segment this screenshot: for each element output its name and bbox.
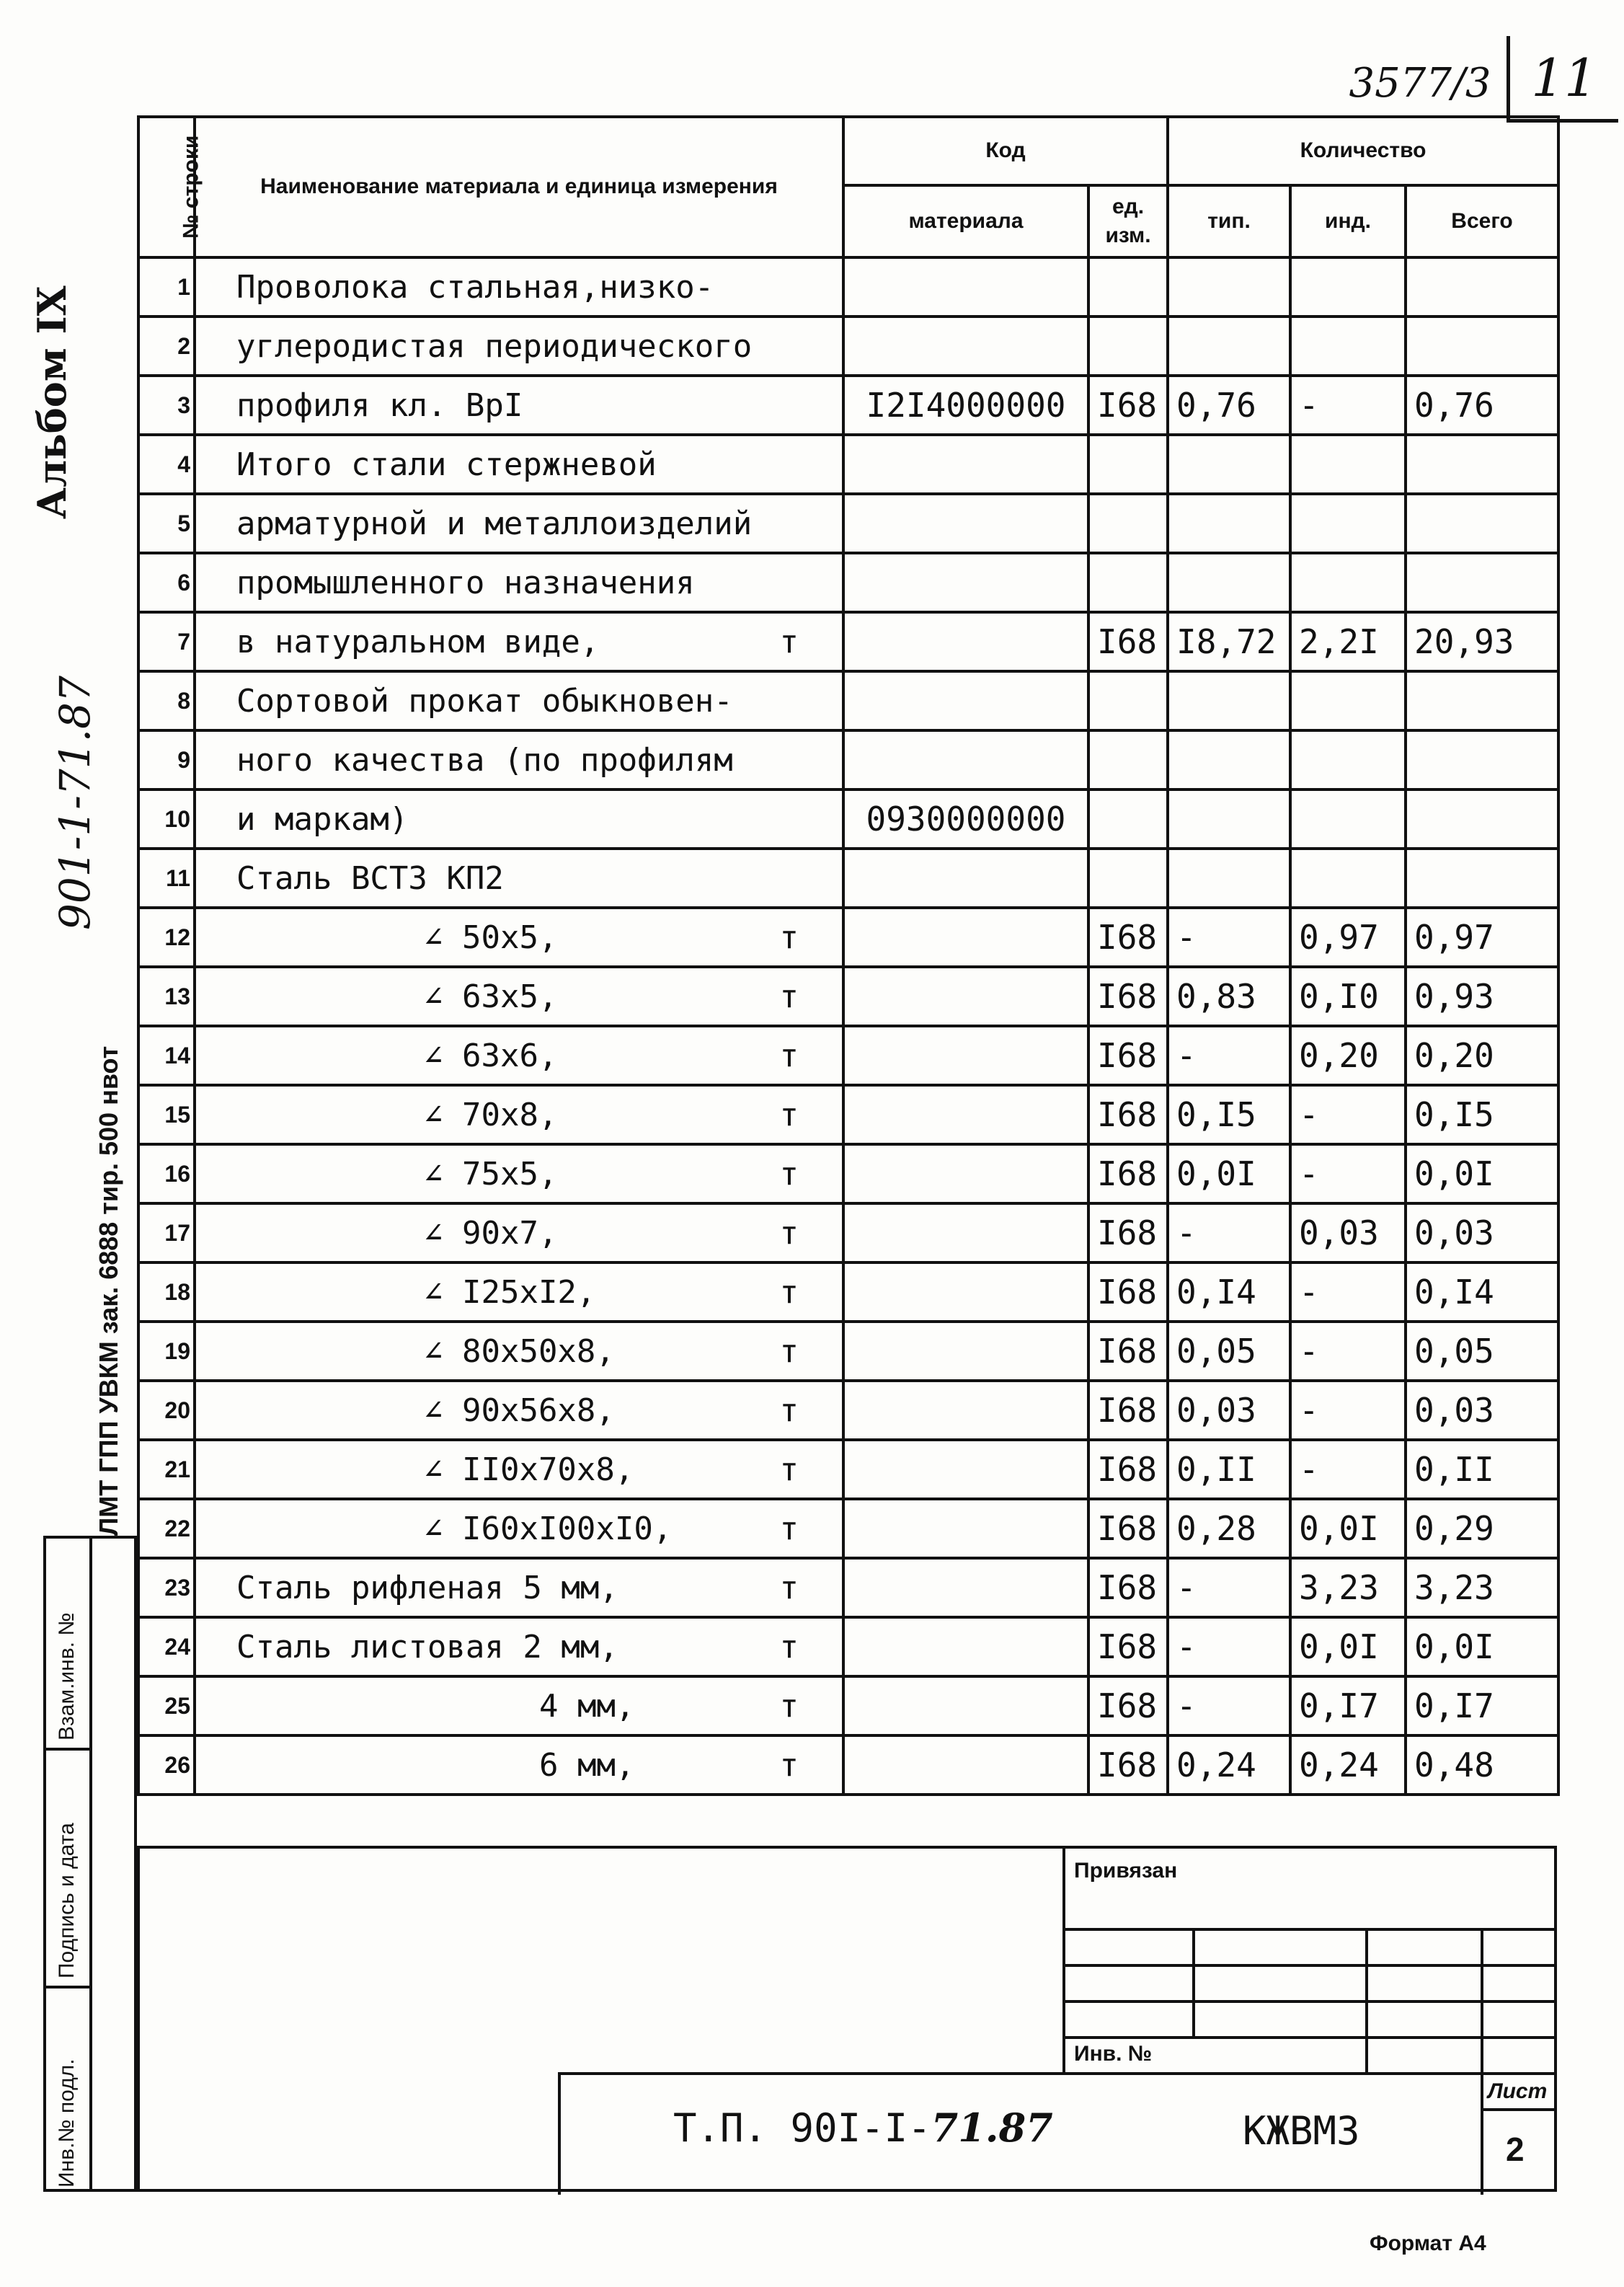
qty-ind xyxy=(1290,553,1406,612)
qty-ind: 0,I7 xyxy=(1290,1676,1406,1735)
unit-code xyxy=(1088,435,1168,494)
document-ref-number: 3577/3 xyxy=(1349,59,1491,107)
material-name-text: Сталь ВСТЗ КП2 xyxy=(236,859,504,897)
qty-total xyxy=(1406,257,1558,317)
unit-code: I68 xyxy=(1088,1322,1168,1381)
row-number: 13 xyxy=(138,967,195,1026)
qty-typ: 0,II xyxy=(1168,1440,1290,1499)
qty-typ: - xyxy=(1168,908,1290,967)
qty-total xyxy=(1406,671,1558,730)
qty-total: 0,03 xyxy=(1406,1381,1558,1440)
table-row xyxy=(138,1322,1558,1381)
unit-code: I68 xyxy=(1088,1262,1168,1322)
qty-total: 20,93 xyxy=(1406,612,1558,671)
row-number: 5 xyxy=(138,494,195,553)
qty-total xyxy=(1406,494,1558,553)
table-row xyxy=(138,1617,1558,1676)
material-name xyxy=(195,1735,843,1795)
qty-ind: - xyxy=(1290,1085,1406,1144)
qty-typ: 0,24 xyxy=(1168,1735,1290,1795)
material-code xyxy=(843,671,1088,730)
project-code-handwritten: 901-1-71.87 xyxy=(50,676,99,930)
format-label: Формат А4 xyxy=(1370,2231,1486,2255)
qty-total: 3,23 xyxy=(1406,1558,1558,1617)
material-unit: т xyxy=(779,919,799,956)
title-block xyxy=(137,1846,1557,2192)
material-name xyxy=(195,967,843,1026)
material-unit: т xyxy=(779,1510,799,1547)
qty-total xyxy=(1406,435,1558,494)
side-cell-line xyxy=(46,1986,92,1989)
stamp-line xyxy=(1481,2072,1483,2195)
material-name xyxy=(195,435,843,494)
qty-ind xyxy=(1290,849,1406,908)
material-name-text: и маркам) xyxy=(236,800,409,838)
material-name-text: профиля кл. ВрI xyxy=(236,386,523,424)
stamp-line xyxy=(558,2072,1557,2075)
row-number: 7 xyxy=(138,612,195,671)
table-row xyxy=(138,730,1558,789)
material-code xyxy=(843,1617,1088,1676)
qty-total: 0,03 xyxy=(1406,1203,1558,1262)
qty-total: 0,48 xyxy=(1406,1735,1558,1795)
material-name-text: ∠ 90x7, xyxy=(424,1214,558,1252)
header-unit: ед. изм. xyxy=(1088,185,1168,257)
material-name-text: ∠ 70x8, xyxy=(424,1096,558,1133)
unit-code xyxy=(1088,494,1168,553)
table-row xyxy=(138,435,1558,494)
material-name xyxy=(195,257,843,317)
table-row xyxy=(138,849,1558,908)
qty-typ xyxy=(1168,789,1290,849)
unit-code xyxy=(1088,730,1168,789)
row-number: 8 xyxy=(138,671,195,730)
material-name-text: ного качества (по профилям xyxy=(236,741,733,779)
qty-total: 0,76 xyxy=(1406,376,1558,435)
material-unit: т xyxy=(779,1037,799,1074)
material-name xyxy=(195,730,843,789)
qty-total: 0,97 xyxy=(1406,908,1558,967)
row-number: 12 xyxy=(138,908,195,967)
qty-ind: 2,2I xyxy=(1290,612,1406,671)
header-code-group: Код xyxy=(843,117,1168,185)
material-unit: т xyxy=(779,1451,799,1488)
material-name xyxy=(195,1676,843,1735)
row-number: 18 xyxy=(138,1262,195,1322)
qty-typ: - xyxy=(1168,1676,1290,1735)
stamp-line xyxy=(1365,1928,1368,2072)
row-number: 11 xyxy=(138,849,195,908)
material-name xyxy=(195,1381,843,1440)
material-name-text: в натуральном виде, xyxy=(236,623,600,660)
unit-code: I68 xyxy=(1088,1381,1168,1440)
row-number: 23 xyxy=(138,1558,195,1617)
header-quantity-group: Количество xyxy=(1168,117,1558,185)
qty-ind xyxy=(1290,789,1406,849)
qty-ind: - xyxy=(1290,1144,1406,1203)
material-code xyxy=(843,612,1088,671)
qty-typ: - xyxy=(1168,1558,1290,1617)
material-code xyxy=(843,1676,1088,1735)
side-cell-line xyxy=(46,1748,92,1751)
unit-code: I68 xyxy=(1088,1676,1168,1735)
material-name xyxy=(195,1144,843,1203)
material-name-text: 4 мм, xyxy=(539,1687,635,1725)
qty-ind: - xyxy=(1290,376,1406,435)
material-name-text: углеродистая периодического xyxy=(236,327,753,365)
qty-total xyxy=(1406,849,1558,908)
row-number: 15 xyxy=(138,1085,195,1144)
qty-typ xyxy=(1168,435,1290,494)
material-name-text: Проволока стальная,низко- xyxy=(236,268,714,306)
material-name xyxy=(195,1026,843,1085)
material-name-text: ∠ 80x50x8, xyxy=(424,1332,615,1370)
stamp-doc-handwritten: 71.87 xyxy=(931,2105,1053,2151)
material-name-text: Сталь листовая 2 мм, xyxy=(236,1628,618,1666)
unit-code: I68 xyxy=(1088,967,1168,1026)
unit-code: I68 xyxy=(1088,1144,1168,1203)
material-code xyxy=(843,494,1088,553)
qty-typ: I8,72 xyxy=(1168,612,1290,671)
material-name xyxy=(195,671,843,730)
material-name xyxy=(195,789,843,849)
row-number: 16 xyxy=(138,1144,195,1203)
material-unit: т xyxy=(779,1155,799,1193)
table-row xyxy=(138,1676,1558,1735)
unit-code xyxy=(1088,317,1168,376)
unit-code xyxy=(1088,257,1168,317)
material-unit: т xyxy=(779,1628,799,1666)
material-code xyxy=(843,1499,1088,1558)
material-code xyxy=(843,908,1088,967)
row-number: 14 xyxy=(138,1026,195,1085)
qty-typ xyxy=(1168,553,1290,612)
table-row xyxy=(138,1499,1558,1558)
unit-code: I68 xyxy=(1088,376,1168,435)
unit-code: I68 xyxy=(1088,1085,1168,1144)
table-row xyxy=(138,612,1558,671)
material-name-text: Итого стали стержневой xyxy=(236,446,657,483)
material-name xyxy=(195,494,843,553)
page-number: 11 xyxy=(1507,36,1618,123)
qty-ind xyxy=(1290,435,1406,494)
album-label: Альбом IX xyxy=(29,286,75,519)
material-name xyxy=(195,376,843,435)
header-row-number: № строки xyxy=(138,117,195,257)
table-row xyxy=(138,376,1558,435)
unit-code: I68 xyxy=(1088,612,1168,671)
material-name xyxy=(195,1085,843,1144)
qty-ind xyxy=(1290,671,1406,730)
qty-typ xyxy=(1168,730,1290,789)
table-row xyxy=(138,908,1558,967)
material-name-text: арматурной и металлоизделий xyxy=(236,505,753,542)
qty-typ: 0,05 xyxy=(1168,1322,1290,1381)
table-row xyxy=(138,317,1558,376)
row-number: 4 xyxy=(138,435,195,494)
unit-code: I68 xyxy=(1088,1558,1168,1617)
material-name-text: ∠ I60xI00xI0, xyxy=(424,1510,673,1547)
table-row xyxy=(138,1026,1558,1085)
material-name xyxy=(195,317,843,376)
qty-total: 0,I5 xyxy=(1406,1085,1558,1144)
stamp-privyazan: Привязан xyxy=(1074,1859,1178,1883)
qty-total: 0,II xyxy=(1406,1440,1558,1499)
material-name xyxy=(195,612,843,671)
row-number: 10 xyxy=(138,789,195,849)
table-row xyxy=(138,257,1558,317)
unit-code: I68 xyxy=(1088,908,1168,967)
header-typ: тип. xyxy=(1168,185,1290,257)
material-unit: т xyxy=(779,1569,799,1606)
material-code xyxy=(843,967,1088,1026)
qty-ind xyxy=(1290,730,1406,789)
row-number: 17 xyxy=(138,1203,195,1262)
material-name-text: ∠ II0x70x8, xyxy=(424,1451,634,1488)
stamp-line xyxy=(1481,1928,1483,2072)
material-unit: т xyxy=(779,1214,799,1252)
table-row xyxy=(138,967,1558,1026)
material-unit: т xyxy=(779,1392,799,1429)
qty-total xyxy=(1406,730,1558,789)
qty-typ: 0,I4 xyxy=(1168,1262,1290,1322)
qty-ind: 0,97 xyxy=(1290,908,1406,967)
material-name xyxy=(195,1499,843,1558)
unit-code xyxy=(1088,789,1168,849)
side-cells xyxy=(43,1536,137,2192)
row-number: 20 xyxy=(138,1381,195,1440)
material-code: 0930000000 xyxy=(843,789,1088,849)
material-code xyxy=(843,553,1088,612)
qty-ind xyxy=(1290,317,1406,376)
table-row xyxy=(138,1203,1558,1262)
qty-typ xyxy=(1168,257,1290,317)
material-unit: т xyxy=(779,1332,799,1370)
material-unit: т xyxy=(779,1746,799,1784)
side-cell-divider xyxy=(89,1539,92,2189)
row-number: 1 xyxy=(138,257,195,317)
stamp-doc-prefix: Т.П. 90I-I- xyxy=(673,2105,931,2151)
qty-total xyxy=(1406,317,1558,376)
material-name xyxy=(195,849,843,908)
stamp-sheet-number: 2 xyxy=(1506,2131,1525,2168)
qty-typ: 0,83 xyxy=(1168,967,1290,1026)
qty-ind: 0,0I xyxy=(1290,1499,1406,1558)
material-name-text: промышленного назначения xyxy=(236,564,695,601)
material-name-text: ∠ 63x6, xyxy=(424,1037,558,1074)
table-row xyxy=(138,553,1558,612)
stamp-mark: КЖВМ3 xyxy=(1243,2108,1360,2154)
qty-ind: 0,24 xyxy=(1290,1735,1406,1795)
qty-total xyxy=(1406,789,1558,849)
material-code xyxy=(843,1322,1088,1381)
qty-ind: 0,I0 xyxy=(1290,967,1406,1026)
unit-code: I68 xyxy=(1088,1735,1168,1795)
material-code xyxy=(843,1026,1088,1085)
material-name-text: ∠ 75x5, xyxy=(424,1155,558,1193)
material-code xyxy=(843,1144,1088,1203)
qty-total xyxy=(1406,553,1558,612)
material-code xyxy=(843,317,1088,376)
material-code xyxy=(843,1381,1088,1440)
material-name xyxy=(195,908,843,967)
table-row xyxy=(138,1735,1558,1795)
qty-ind: - xyxy=(1290,1381,1406,1440)
header-material-code: материала xyxy=(843,185,1088,257)
material-code xyxy=(843,1085,1088,1144)
qty-total: 0,0I xyxy=(1406,1144,1558,1203)
table-row xyxy=(138,1558,1558,1617)
material-name-text: ∠ 63x5, xyxy=(424,978,558,1015)
qty-typ: 0,28 xyxy=(1168,1499,1290,1558)
unit-code xyxy=(1088,849,1168,908)
material-unit: т xyxy=(779,1273,799,1311)
qty-typ xyxy=(1168,671,1290,730)
material-code xyxy=(843,730,1088,789)
stamp-line xyxy=(1192,1928,1195,2036)
qty-typ: - xyxy=(1168,1026,1290,1085)
material-code xyxy=(843,1558,1088,1617)
qty-total: 0,05 xyxy=(1406,1322,1558,1381)
qty-typ: 0,76 xyxy=(1168,376,1290,435)
qty-total: 0,0I xyxy=(1406,1617,1558,1676)
table-row xyxy=(138,1440,1558,1499)
row-number: 2 xyxy=(138,317,195,376)
qty-typ xyxy=(1168,494,1290,553)
material-code xyxy=(843,435,1088,494)
side-cell-inv-original: Инв.№ подл. xyxy=(55,2058,79,2188)
qty-typ: 0,0I xyxy=(1168,1144,1290,1203)
qty-ind: 0,03 xyxy=(1290,1203,1406,1262)
stamp-sheet-label: Лист xyxy=(1488,2079,1548,2103)
material-name xyxy=(195,1558,843,1617)
row-number: 22 xyxy=(138,1499,195,1558)
material-name xyxy=(195,553,843,612)
row-number: 9 xyxy=(138,730,195,789)
qty-ind: - xyxy=(1290,1322,1406,1381)
unit-code: I68 xyxy=(1088,1617,1168,1676)
material-name xyxy=(195,1322,843,1381)
qty-ind: - xyxy=(1290,1440,1406,1499)
material-name-text: 6 мм, xyxy=(539,1746,635,1784)
table-row xyxy=(138,1144,1558,1203)
material-name-text: Сталь рифленая 5 мм, xyxy=(236,1569,618,1606)
material-unit: т xyxy=(779,1096,799,1133)
table-row xyxy=(138,789,1558,849)
qty-total: 0,20 xyxy=(1406,1026,1558,1085)
material-code xyxy=(843,1262,1088,1322)
qty-total: 0,29 xyxy=(1406,1499,1558,1558)
print-info: ЛМТ ГПП УВКМ зак. 6888 тир. 500 нвот xyxy=(94,1045,123,1536)
material-unit: т xyxy=(779,623,799,660)
row-number: 24 xyxy=(138,1617,195,1676)
material-code xyxy=(843,1203,1088,1262)
stamp-doc-number xyxy=(673,2105,1053,2151)
qty-ind: - xyxy=(1290,1262,1406,1322)
qty-typ xyxy=(1168,849,1290,908)
qty-typ: 0,03 xyxy=(1168,1381,1290,1440)
material-code xyxy=(843,257,1088,317)
material-code xyxy=(843,849,1088,908)
table-row xyxy=(138,494,1558,553)
unit-code: I68 xyxy=(1088,1203,1168,1262)
stamp-line xyxy=(558,2072,561,2195)
table-row xyxy=(138,1262,1558,1322)
material-name-text: ∠ 90x56x8, xyxy=(424,1392,615,1429)
qty-ind: 0,0I xyxy=(1290,1617,1406,1676)
table-row xyxy=(138,671,1558,730)
qty-ind: 0,20 xyxy=(1290,1026,1406,1085)
qty-typ: - xyxy=(1168,1617,1290,1676)
row-number: 6 xyxy=(138,553,195,612)
row-number: 3 xyxy=(138,376,195,435)
row-number: 26 xyxy=(138,1735,195,1795)
materials-table xyxy=(137,115,1560,1796)
material-name-text: ∠ I25xI2, xyxy=(424,1273,596,1311)
header-ind: инд. xyxy=(1290,185,1406,257)
unit-code: I68 xyxy=(1088,1026,1168,1085)
qty-typ xyxy=(1168,317,1290,376)
material-unit: т xyxy=(779,1687,799,1725)
row-number: 25 xyxy=(138,1676,195,1735)
qty-total: 0,I7 xyxy=(1406,1676,1558,1735)
stamp-inv-label: Инв. № xyxy=(1074,2042,1153,2066)
material-name xyxy=(195,1617,843,1676)
material-name-text: Сортовой прокат обыкновен- xyxy=(236,682,733,720)
table-row xyxy=(138,1085,1558,1144)
qty-total: 0,I4 xyxy=(1406,1262,1558,1322)
material-unit: т xyxy=(779,978,799,1015)
qty-typ: 0,I5 xyxy=(1168,1085,1290,1144)
table-row xyxy=(138,1381,1558,1440)
qty-typ: - xyxy=(1168,1203,1290,1262)
qty-ind: 3,23 xyxy=(1290,1558,1406,1617)
material-name-text: ∠ 50x5, xyxy=(424,919,558,956)
qty-total: 0,93 xyxy=(1406,967,1558,1026)
qty-ind xyxy=(1290,494,1406,553)
material-code: I2I4000000 xyxy=(843,376,1088,435)
material-name xyxy=(195,1262,843,1322)
qty-ind xyxy=(1290,257,1406,317)
unit-code: I68 xyxy=(1088,1440,1168,1499)
unit-code xyxy=(1088,671,1168,730)
header-name: Наименование материала и единица измерения xyxy=(195,117,843,257)
row-number: 21 xyxy=(138,1440,195,1499)
stamp-line xyxy=(1481,2108,1557,2111)
row-number: 19 xyxy=(138,1322,195,1381)
header-total: Всего xyxy=(1406,185,1558,257)
side-cell-replace-inv: Взам.инв. № xyxy=(55,1612,79,1740)
material-name xyxy=(195,1440,843,1499)
material-name xyxy=(195,1203,843,1262)
material-code xyxy=(843,1735,1088,1795)
unit-code: I68 xyxy=(1088,1499,1168,1558)
unit-code xyxy=(1088,553,1168,612)
side-cell-signature: Подпись и дата xyxy=(55,1823,79,1978)
material-code xyxy=(843,1440,1088,1499)
